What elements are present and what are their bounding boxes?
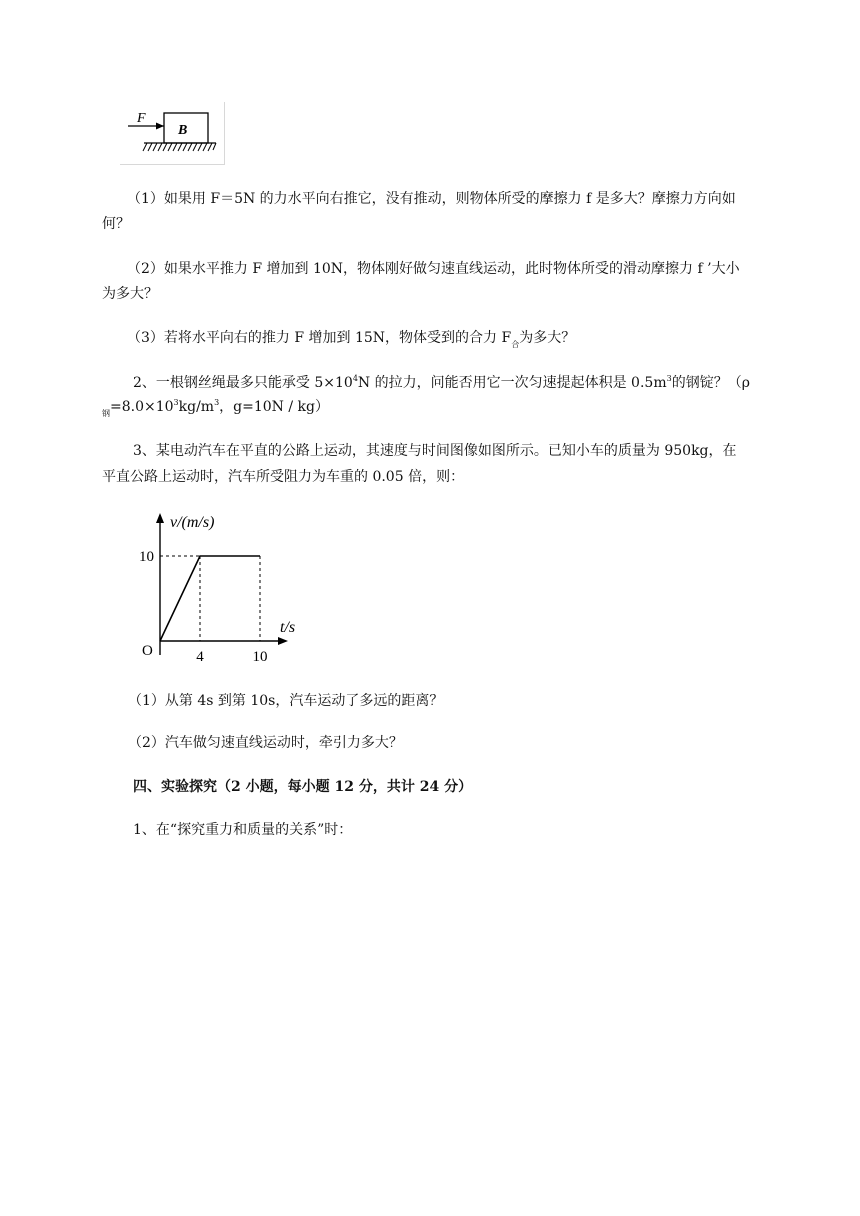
x-axis-label: t/s — [280, 619, 296, 636]
origin-label: O — [142, 643, 153, 659]
q1-part3-text: （3）若将水平向右的推力 F 增加到 15N，物体受到的合力 F — [127, 330, 512, 346]
force-arrow-head — [156, 123, 164, 130]
q2-exponent-4: 3 — [214, 398, 220, 407]
q1-part1-line2: 何？ — [102, 216, 130, 232]
q1-part2-line1: （2）如果水平推力 F 增加到 10N，物体刚好做匀速直线运动，此时物体所受的滑动摩擦力 f ’大小 — [127, 261, 740, 277]
section4-heading: 四、实验探究（2 小题，每小题 12 分，共计 24 分） — [133, 779, 473, 795]
y-tick-label: 10 — [139, 549, 154, 565]
q2-line2 — [102, 393, 329, 423]
q2-text-f: ，g=10N / kg） — [219, 399, 329, 415]
q1-part1-line1: （1）如果用 F＝5N 的力水平向右推它，没有推动，则物体所受的摩擦力 f 是多大？摩擦力方向如 — [127, 191, 736, 207]
y-axis-arrow — [156, 513, 164, 523]
q2-exponent-2: 3 — [666, 374, 672, 383]
velocity-line — [160, 556, 260, 641]
q2-density-subscript: 钢 — [102, 409, 110, 418]
q3-line1: 3、某电动汽车在平直的公路上运动，其速度与时间图像如图所示。已知小车的质量为 950kg，在 — [133, 443, 737, 459]
section4-question1: 1、在“探究重力和质量的关系”时： — [133, 822, 353, 838]
y-axis-label: v/(m/s) — [170, 514, 215, 531]
q2-text-b: N 的拉力，问能否用它一次匀速提起体积是 0.5m — [357, 375, 667, 391]
q1-part3 — [127, 324, 575, 354]
x-tick-label: 10 — [252, 649, 268, 665]
block-label: B — [178, 123, 188, 138]
force-diagram-svg — [120, 102, 224, 164]
force-diagram — [120, 102, 225, 165]
q1-part3-subscript: 合 — [511, 340, 520, 349]
ground-hatching — [143, 143, 216, 151]
q2-text-d: =8.0×10 — [110, 399, 174, 415]
velocity-time-chart — [130, 505, 330, 665]
q2-text-a: 2、一根钢丝绳最多只能承受 5×10 — [133, 375, 353, 391]
q3-line2: 平直公路上运动时，汽车所受阻力为车重的 0.05 倍，则： — [102, 469, 465, 485]
x-axis-arrow — [278, 637, 288, 645]
q2-exponent-1: 4 — [352, 374, 358, 383]
x-tick-label: 4 — [196, 649, 204, 665]
q1-part2-line2: 为多大？ — [102, 286, 158, 302]
q3-part1: （1）从第 4s 到第 10s，汽车运动了多远的距离？ — [128, 693, 444, 709]
q2-exponent-3: 3 — [173, 398, 179, 407]
force-label: F — [137, 111, 146, 126]
q2-text-c: 的钢锭？（ρ — [671, 375, 750, 391]
q3-part2: （2）汽车做匀速直线运动时，牵引力多大？ — [128, 735, 403, 751]
q1-part3-text-end: 为多大？ — [519, 330, 576, 346]
q2-text-e: kg/m — [178, 399, 215, 415]
